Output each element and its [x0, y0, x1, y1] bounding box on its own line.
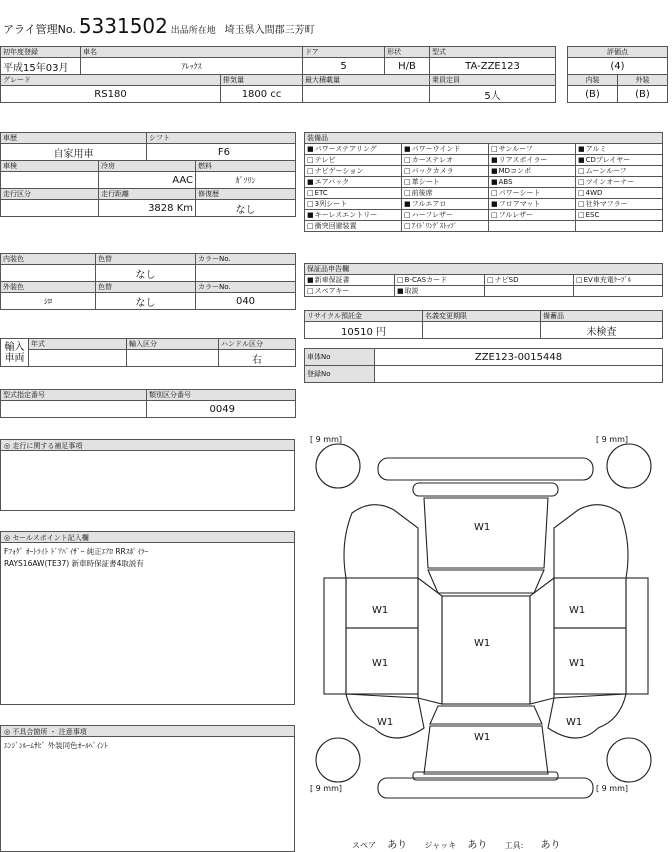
- warranty-item: [574, 275, 663, 286]
- equipment-label: ハーフレザー: [411, 211, 453, 219]
- header-mileage-class: 走行区分: [1, 189, 99, 200]
- tread-rear-right: [ 9 mm]: [596, 784, 629, 793]
- equipment-label: CDプレイヤー: [585, 156, 631, 164]
- jack-label: ジャッキ: [424, 841, 457, 850]
- equipment-label: ESC: [585, 211, 600, 219]
- header-inspection: 車検: [1, 161, 99, 172]
- management-number: 5331502: [78, 14, 168, 38]
- equipment-label: 3列シート: [314, 200, 348, 208]
- equipment-item: [489, 177, 576, 188]
- registration-value: [375, 366, 663, 383]
- vin-table: [304, 348, 663, 383]
- checked-box-icon: ■: [404, 145, 411, 153]
- equipment-item: [305, 199, 402, 210]
- exterior-label: 外装: [618, 75, 668, 86]
- category-value: 0049: [147, 401, 296, 418]
- grade-value: RS180: [1, 86, 221, 103]
- warranty-item: [485, 286, 574, 297]
- car-name-value: ｱﾚｯｸｽ: [81, 58, 303, 75]
- equipment-label: ムーンルーフ: [585, 167, 627, 175]
- equipment-item: [305, 210, 402, 221]
- warranty-item: [305, 275, 395, 286]
- vin-value: ZZE123-0015448: [375, 349, 663, 366]
- warranty-item: [305, 286, 395, 297]
- name-change-value: [423, 322, 541, 339]
- capacity-value: 5人: [430, 86, 556, 103]
- fuel-value: ｶﾞｿﾘﾝ: [196, 172, 296, 189]
- warranty-label: B-CASカード: [404, 276, 448, 284]
- header-fuel: 燃料: [196, 161, 296, 172]
- equipment-label: ツインオーナー: [585, 178, 635, 186]
- checked-box-icon: ■: [307, 145, 314, 153]
- header-shift: シフト: [147, 133, 296, 144]
- first-registration-value: 平成15年03月: [1, 58, 81, 75]
- equipment-label: 前後席: [411, 189, 433, 197]
- equipment-label: ETC: [314, 189, 328, 197]
- tire-front-right: [607, 444, 651, 488]
- equipment-item: [489, 144, 576, 155]
- equipment-label: 衝突回避装置: [314, 222, 357, 230]
- shift-value: F6: [147, 144, 296, 161]
- repair-value: なし: [196, 200, 296, 217]
- registration-label: 登録No: [305, 366, 375, 383]
- damage-mark: W1: [569, 658, 586, 669]
- equipment-item: [489, 221, 576, 232]
- equipment-label: ABS: [498, 178, 513, 186]
- equipment-item: [305, 188, 402, 199]
- unchecked-box-icon: □: [307, 200, 314, 208]
- front-bumper: [378, 458, 593, 480]
- header-stock: 備蓄品: [541, 311, 663, 322]
- model-number-table: [0, 389, 296, 418]
- equipment-item: [489, 166, 576, 177]
- equipment-item: [402, 188, 489, 199]
- unchecked-box-icon: □: [307, 156, 314, 164]
- recycle-deposit-value: 10510 円: [305, 322, 423, 339]
- header-max-load: 最大積載量: [303, 75, 430, 86]
- header-model-designation: 型式指定番号: [1, 390, 147, 401]
- header-exterior-color-no: カラーNo.: [196, 282, 296, 293]
- unchecked-box-icon: □: [397, 276, 404, 284]
- equipment-item: [305, 166, 402, 177]
- equipment-label: フルレザー: [498, 211, 534, 219]
- equipment-item: [402, 144, 489, 155]
- score-title: 評価点: [568, 47, 668, 58]
- equipment-item: [576, 210, 663, 221]
- unchecked-box-icon: □: [578, 167, 585, 175]
- score-table: [567, 46, 668, 103]
- unchecked-box-icon: □: [491, 211, 498, 219]
- warranty-item: [395, 286, 485, 297]
- checked-box-icon: ■: [491, 167, 498, 175]
- spare-value: あり: [387, 840, 408, 851]
- checked-box-icon: ■: [491, 200, 498, 208]
- tread-front-right: [ 9 mm]: [596, 435, 629, 444]
- damage-mark: W1: [566, 717, 583, 728]
- exterior-color-no-value: 040: [196, 293, 296, 310]
- jack-value: あり: [467, 840, 488, 851]
- equipment-item: [402, 155, 489, 166]
- header-exterior-change: 色替: [96, 282, 196, 293]
- equipment-label: 4WD: [585, 189, 603, 197]
- driving-notes-title: ◎ 走行に関する補足事項: [1, 440, 294, 451]
- exterior-score: (B): [618, 86, 668, 103]
- damage-mark: W1: [569, 605, 586, 616]
- import-year-value: [29, 350, 127, 367]
- header-interior-change: 色替: [96, 254, 196, 265]
- history-value: 自家用車: [1, 144, 147, 161]
- unchecked-box-icon: □: [491, 189, 498, 197]
- equipment-item: [576, 155, 663, 166]
- header-interior-color: 内装色: [1, 254, 96, 265]
- tire-rear-left: [316, 738, 360, 782]
- header-first-registration: 初年度登録: [1, 47, 81, 58]
- stock-value: 未検査: [541, 322, 663, 339]
- footer-accessories: [352, 836, 560, 851]
- checked-box-icon: ■: [307, 211, 314, 219]
- checked-box-icon: ■: [397, 287, 404, 295]
- aircon-value: AAC: [99, 172, 196, 189]
- interior-change-value: なし: [96, 265, 196, 282]
- header-interior-color-no: カラーNo.: [196, 254, 296, 265]
- interior-color-no-value: [196, 265, 296, 282]
- checked-box-icon: ■: [578, 145, 585, 153]
- header-recycle-deposit: リサイクル預託金: [305, 311, 423, 322]
- warranty-label: ナビSD: [494, 276, 519, 284]
- import-table: [0, 338, 296, 367]
- interior-label: 内装: [568, 75, 618, 86]
- vin-label: 車体No: [305, 349, 375, 366]
- equipment-item: [489, 210, 576, 221]
- header-aircon: 冷房: [99, 161, 196, 172]
- sheet-header: [3, 14, 315, 38]
- equipment-item: [489, 188, 576, 199]
- warranty-table: [304, 263, 663, 297]
- location-label: 出品所在地: [170, 26, 216, 36]
- model-value: TA-ZZE123: [430, 58, 556, 75]
- equipment-item: [489, 199, 576, 210]
- location-value: 埼玉県入間郡三芳町: [224, 25, 315, 36]
- damage-mark: W1: [474, 732, 491, 743]
- equipment-item: [402, 177, 489, 188]
- equipment-item: [402, 210, 489, 221]
- sales-point-section: [0, 531, 295, 705]
- equipment-label: MDコンポ: [498, 167, 532, 175]
- equipment-label: パワーウインド: [411, 145, 461, 153]
- defects-section: [0, 725, 295, 852]
- defects-title: ◎ 不具合箇所 ・ 注意事項: [1, 726, 294, 737]
- unchecked-box-icon: □: [404, 167, 411, 175]
- warranty-item: [574, 286, 663, 297]
- equipment-item: [305, 221, 402, 232]
- equipment-label: エアバック: [314, 178, 350, 186]
- defects-body: ｴﾝｼﾞﾝﾙｰﾑｻﾋﾞ 外装同色ｵｰﾙﾍﾟｲﾝﾄ: [4, 741, 108, 750]
- tool-value: あり: [540, 840, 561, 851]
- damage-mark: W1: [474, 638, 491, 649]
- car-diagram: [304, 428, 669, 823]
- equipment-table: [304, 132, 663, 232]
- equipment-label: 革シート: [411, 178, 440, 186]
- unchecked-box-icon: □: [578, 178, 585, 186]
- equipment-item: [305, 144, 402, 155]
- tread-rear-left: [ 9 mm]: [310, 784, 343, 793]
- equipment-label: ｱｲﾄﾞﾘﾝｸﾞｽﾄｯﾌﾟ: [411, 222, 458, 230]
- unchecked-box-icon: □: [404, 222, 411, 230]
- equipment-item: [402, 166, 489, 177]
- unchecked-box-icon: □: [307, 287, 314, 295]
- sales-point-body: Fﾌｫｸﾞ ｵｰﾄﾗｲﾄ ﾄﾞｱﾊﾞｲｻﾞｰ 純正ｴｱﾛ RRｽﾎﾟｲﾗｰ RAYS16AW(TE37) 新車時保証書4取説有: [4, 547, 149, 568]
- checked-box-icon: ■: [307, 178, 314, 186]
- equipment-label: テレビ: [314, 156, 336, 164]
- unchecked-box-icon: □: [404, 211, 411, 219]
- warranty-item: [485, 275, 574, 286]
- equipment-label: キーレスエントリー: [314, 211, 378, 219]
- spare-label: スペア: [352, 841, 376, 850]
- doors-value: 5: [303, 58, 385, 75]
- driving-notes-body: [1, 451, 294, 457]
- displacement-value: 1800 cc: [221, 86, 303, 103]
- driving-notes-section: [0, 439, 295, 511]
- header-model: 型式: [430, 47, 556, 58]
- equipment-label: サンルーフ: [498, 145, 533, 153]
- header-steering: ハンドル区分: [219, 339, 296, 350]
- unchecked-box-icon: □: [307, 167, 314, 175]
- import-class-value: [127, 350, 219, 367]
- equipment-item: [305, 177, 402, 188]
- tire-front-left: [316, 444, 360, 488]
- unchecked-box-icon: □: [307, 222, 314, 230]
- unchecked-box-icon: □: [404, 178, 411, 186]
- tread-front-left: [ 9 mm]: [310, 435, 343, 444]
- equipment-item: [576, 188, 663, 199]
- management-label: アライ管理No.: [3, 23, 76, 36]
- roof: [442, 596, 530, 704]
- inspection-value: [1, 172, 99, 189]
- hood: [424, 498, 548, 568]
- rear-bumper: [378, 778, 593, 798]
- equipment-title: 装備品: [305, 133, 663, 144]
- header-exterior-color: 外装色: [1, 282, 96, 293]
- header-shape: 形状: [385, 47, 430, 58]
- interior-score: (B): [568, 86, 618, 103]
- unchecked-box-icon: □: [491, 145, 498, 153]
- equipment-item: [576, 221, 663, 232]
- steering-value: 右: [219, 350, 296, 367]
- warranty-label: スペアキー: [314, 287, 350, 295]
- vehicle-table: [0, 132, 296, 217]
- exterior-change-value: なし: [96, 293, 196, 310]
- shape-value: H/B: [385, 58, 430, 75]
- unchecked-box-icon: □: [404, 156, 411, 164]
- warranty-label: EV車充電ｹｰﾌﾞﾙ: [583, 276, 632, 284]
- damage-mark: W1: [372, 605, 389, 616]
- unchecked-box-icon: □: [404, 189, 411, 197]
- header-repair: 修復歴: [196, 189, 296, 200]
- header-history: 車歴: [1, 133, 147, 144]
- basic-info-table: [0, 46, 556, 103]
- interior-color-value: [1, 265, 96, 282]
- header-name-change: 名義変更期限: [423, 311, 541, 322]
- equipment-label: カーステレオ: [411, 156, 453, 164]
- color-table: [0, 253, 296, 310]
- equipment-item: [402, 221, 489, 232]
- mileage-class-value: [1, 200, 99, 217]
- equipment-label: フルエアロ: [411, 200, 447, 208]
- header-import-year: 年式: [29, 339, 127, 350]
- checked-box-icon: ■: [578, 156, 585, 164]
- score-value: (4): [568, 58, 668, 75]
- equipment-item: [489, 155, 576, 166]
- equipment-label: フロアマット: [498, 200, 541, 208]
- warranty-label: 新車保証書: [314, 276, 350, 284]
- damage-mark: W1: [474, 522, 491, 533]
- exterior-color-value: ｼﾛ: [1, 293, 96, 310]
- equipment-item: [305, 155, 402, 166]
- import-label: 輸入 車両: [1, 339, 29, 367]
- equipment-item: [402, 199, 489, 210]
- sales-point-title: ◎ セールスポイント記入欄: [1, 532, 294, 543]
- model-designation-value: [1, 401, 147, 418]
- checked-box-icon: ■: [404, 200, 411, 208]
- equipment-label: 社外マフラー: [585, 200, 628, 208]
- warranty-label: 取説: [404, 287, 419, 295]
- equipment-label: パワーシート: [498, 189, 541, 197]
- equipment-item: [576, 144, 663, 155]
- header-displacement: 排気量: [221, 75, 303, 86]
- equipment-label: リアスポイラー: [498, 156, 548, 164]
- warranty-item: [395, 275, 485, 286]
- header-grade: グレード: [1, 75, 221, 86]
- equipment-label: バックカメラ: [411, 167, 454, 175]
- checked-box-icon: ■: [307, 276, 314, 284]
- equipment-label: パワーステアリング: [314, 145, 377, 153]
- max-load-value: [303, 86, 430, 103]
- tire-rear-right: [607, 738, 651, 782]
- equipment-item: [576, 177, 663, 188]
- warranty-title: 保証品申告欄: [305, 264, 663, 275]
- tool-label: 工具:: [504, 841, 524, 850]
- header-import-class: 輸入区分: [127, 339, 219, 350]
- unchecked-box-icon: □: [578, 189, 585, 197]
- header-mileage: 走行距離: [99, 189, 196, 200]
- mileage-value: 3828 Km: [99, 200, 196, 217]
- checked-box-icon: ■: [491, 156, 498, 164]
- unchecked-box-icon: □: [487, 276, 494, 284]
- header-doors: ドア: [303, 47, 385, 58]
- equipment-item: [576, 199, 663, 210]
- recycle-table: [304, 310, 663, 339]
- header-car-name: 車名: [81, 47, 303, 58]
- damage-mark: W1: [372, 658, 389, 669]
- unchecked-box-icon: □: [307, 189, 314, 197]
- equipment-item: [576, 166, 663, 177]
- checked-box-icon: ■: [491, 178, 498, 186]
- equipment-label: アルミ: [585, 145, 607, 153]
- header-capacity: 乗員定員: [430, 75, 556, 86]
- header-category: 類別区分番号: [147, 390, 296, 401]
- unchecked-box-icon: □: [576, 276, 583, 284]
- unchecked-box-icon: □: [578, 200, 585, 208]
- unchecked-box-icon: □: [578, 211, 585, 219]
- damage-mark: W1: [377, 717, 394, 728]
- equipment-label: ナビゲーション: [314, 167, 364, 175]
